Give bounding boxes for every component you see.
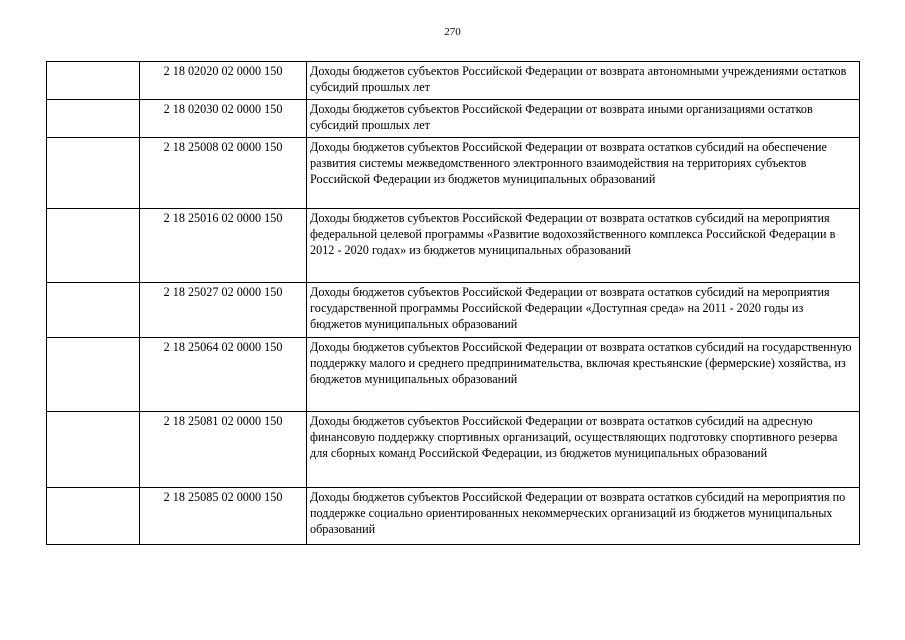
table-row bbox=[47, 138, 860, 209]
code-cell: 2 18 25085 02 0000 150 bbox=[140, 488, 307, 545]
table-row bbox=[47, 338, 860, 412]
description-cell: Доходы бюджетов субъектов Российской Федерации от возврата остатков субсидий на мероприятия федеральной целевой программы «Развитие водохозяйственного комплекса Российской Федерации в 2012 - 2020 годах» из бюджетов муниципальных образований bbox=[307, 209, 860, 283]
description-cell: Доходы бюджетов субъектов Российской Федерации от возврата остатков субсидий на мероприятия государственной программы Российской Федерации «Доступная среда» на 2011 - 2020 годы из бюджетов муниципальных образований bbox=[307, 283, 860, 338]
table-row bbox=[47, 209, 860, 283]
code-cell: 2 18 02030 02 0000 150 bbox=[140, 100, 307, 138]
empty-cell bbox=[47, 488, 140, 545]
code-cell: 2 18 25027 02 0000 150 bbox=[140, 283, 307, 338]
description-cell: Доходы бюджетов субъектов Российской Федерации от возврата остатков субсидий на адресную финансовую поддержку спортивных организаций, осуществляющих подготовку спортивного резерва для сборных команд Российской Федерации, из бюджетов муниципальных образований bbox=[307, 412, 860, 488]
empty-cell bbox=[47, 62, 140, 100]
description-cell: Доходы бюджетов субъектов Российской Федерации от возврата остатков субсидий на государственную поддержку малого и среднего предпринимательства, включая крестьянские (фермерские) хозяйства, из бюджетов муниципальных образований bbox=[307, 338, 860, 412]
code-cell: 2 18 25081 02 0000 150 bbox=[140, 412, 307, 488]
table-row bbox=[47, 283, 860, 338]
table-row bbox=[47, 488, 860, 545]
description-cell: Доходы бюджетов субъектов Российской Федерации от возврата остатков субсидий на обеспечение развития системы межведомственного электронного взаимодействия на территориях субъектов Российской Федерации из бюджетов муниципальных образований bbox=[307, 138, 860, 209]
empty-cell bbox=[47, 412, 140, 488]
empty-cell bbox=[47, 209, 140, 283]
code-cell: 2 18 02020 02 0000 150 bbox=[140, 62, 307, 100]
code-cell: 2 18 25008 02 0000 150 bbox=[140, 138, 307, 209]
budget-classification-table bbox=[46, 61, 860, 545]
description-cell: Доходы бюджетов субъектов Российской Федерации от возврата иными организациями остатков субсидий прошлых лет bbox=[307, 100, 860, 138]
table-row bbox=[47, 412, 860, 488]
code-cell: 2 18 25064 02 0000 150 bbox=[140, 338, 307, 412]
empty-cell bbox=[47, 283, 140, 338]
empty-cell bbox=[47, 338, 140, 412]
empty-cell bbox=[47, 138, 140, 209]
description-cell: Доходы бюджетов субъектов Российской Федерации от возврата остатков субсидий на мероприятия по поддержке социально ориентированных некоммерческих организаций из бюджетов муниципальных образований bbox=[307, 488, 860, 545]
table-row bbox=[47, 100, 860, 138]
page-number: 270 bbox=[444, 26, 461, 38]
table-row bbox=[47, 62, 860, 100]
description-cell: Доходы бюджетов субъектов Российской Федерации от возврата автономными учреждениями остатков субсидий прошлых лет bbox=[307, 62, 860, 100]
code-cell: 2 18 25016 02 0000 150 bbox=[140, 209, 307, 283]
empty-cell bbox=[47, 100, 140, 138]
